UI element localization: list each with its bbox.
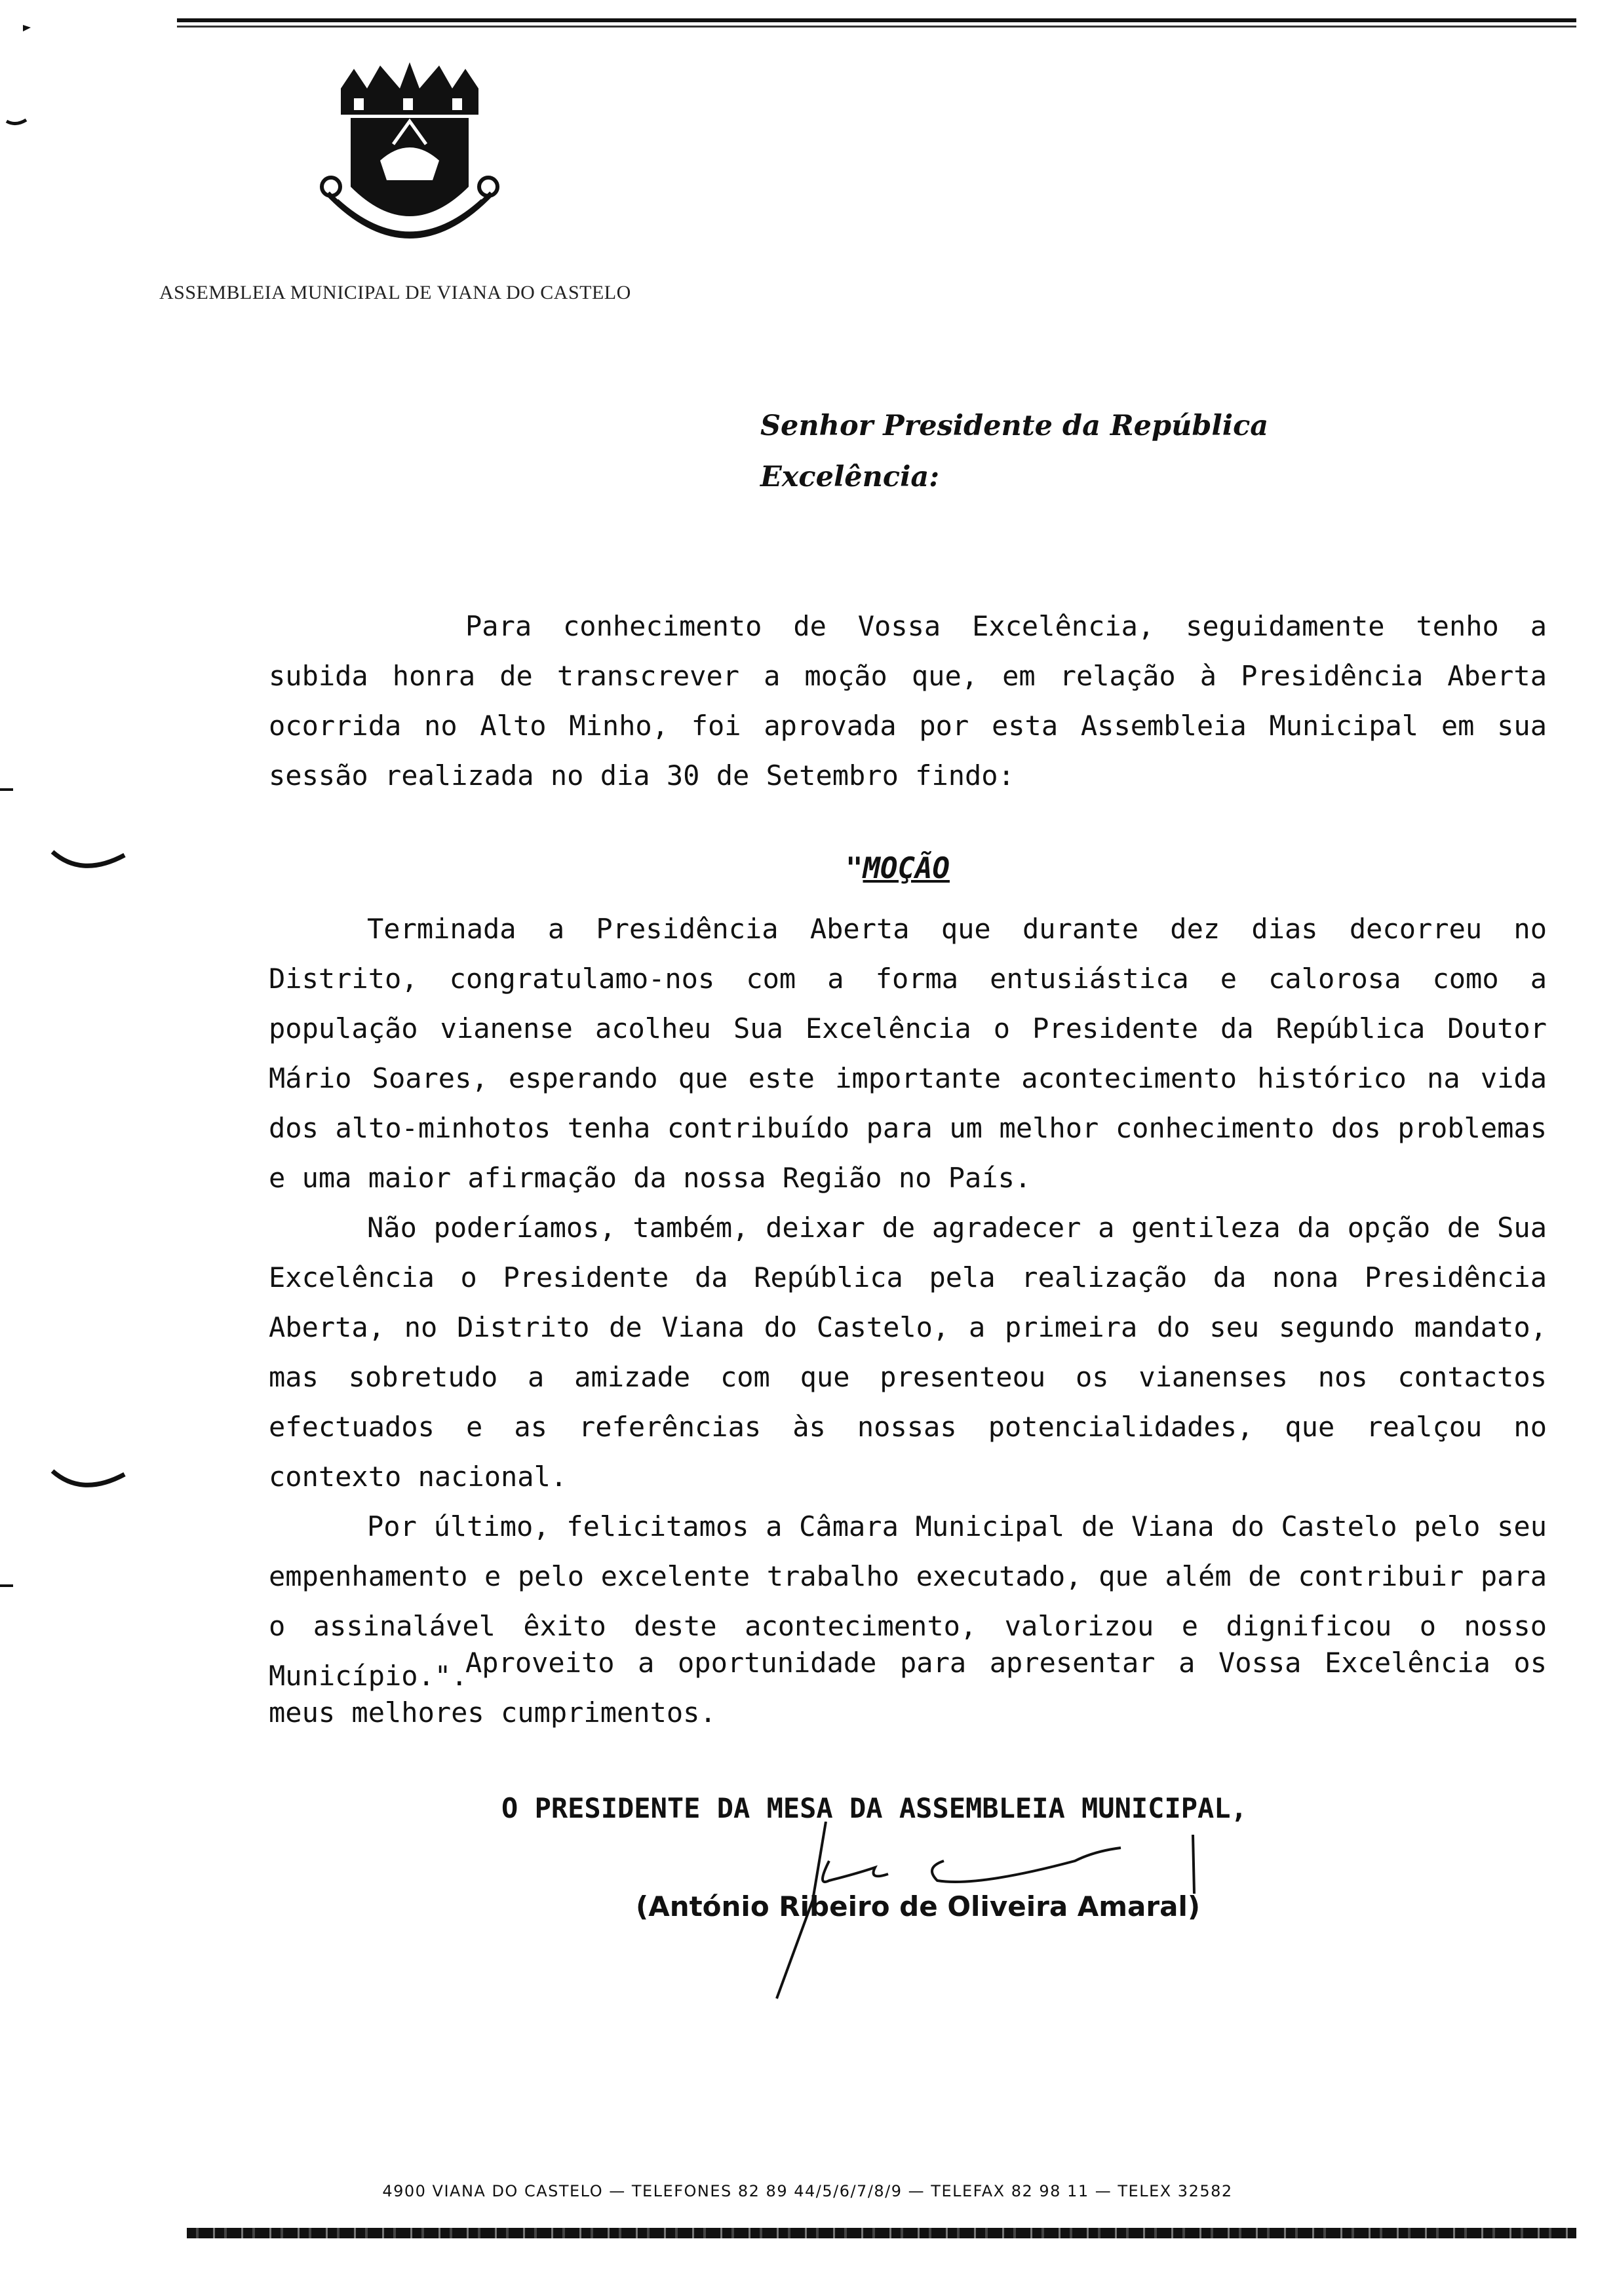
motion-title: MOÇÃO	[863, 852, 950, 885]
crest-emblem-icon	[315, 62, 505, 265]
signatory-name: (António Ribeiro de Oliveira Amaral)	[636, 1890, 1201, 1923]
intro-paragraph	[269, 602, 1547, 801]
intro-text: Para conhecimento de Vossa Excelência, seguidamente tenho a subida honra de transcrever a moção que, em relação à Presidência Aberta ocorrida no Alto Minho, foi aprovada por esta Assembleia Municipal em sua sessão realizada no dia 30 de Setembro findo:	[269, 610, 1547, 792]
closing-paragraph	[269, 1638, 1547, 1738]
bottom-rule	[187, 2228, 1576, 2238]
municipal-crest	[315, 62, 505, 265]
motion-quote-mark: "	[846, 852, 863, 885]
motion-heading	[846, 852, 950, 885]
signatory-title: O PRESIDENTE DA MESA DA ASSEMBLEIA MUNICIPAL,	[501, 1792, 1247, 1824]
letterhead-footer: 4900 VIANA DO CASTELO — TELEFONES 82 89 44/5/6/7/8/9 — TELEFAX 82 98 11 — TELEX 32582	[382, 2182, 1233, 2200]
top-rule	[177, 18, 1576, 28]
institution-name: ASSEMBLEIA MUNICIPAL DE VIANA DO CASTELO	[159, 282, 631, 303]
motion-paragraph: Terminada a Presidência Aberta que durante dez dias decorreu no Distrito, congratulamo-nos com a forma entusiástica e calorosa como a população vianense acolheu Sua Excelência o Presidente da República Doutor Mário Soares, esperando que este importante acontecimento histórico na vida dos alto-minhotos tenha contribuído para um melhor conhecimento dos problemas e uma maior afirmação da nossa Região no País.	[269, 913, 1547, 1194]
motion-paragraph: Não poderíamos, também, deixar de agradecer a gentileza da opção de Sua Excelência o Presidente da República pela realização da nona Presidência Aberta, no Distrito de Viana do Castelo, a primeira do seu segundo mandato, mas sobretudo a amizade com que presenteou os vianenses nos contactos efectuados e as referências às nossas potencialidades, que realçou no contexto nacional.	[269, 1212, 1547, 1493]
scan-margin-marks	[0, 0, 131, 2296]
motion-body	[269, 904, 1547, 1701]
closing-text: Aproveito a oportunidade para apresentar a Vossa Excelência os meus melhores cumprimentos.	[269, 1647, 1547, 1729]
salutation-line2: Excelência:	[760, 461, 940, 493]
salutation-line1: Senhor Presidente da República	[760, 410, 1269, 442]
motion-paragraph: Por último, felicitamos a Câmara Municipal de Viana do Castelo pelo seu empenhamento e pelo excelente trabalho executado, que além de contribuir para o assinalável êxito deste acontecimento, valorizou e dignificou o nosso Município.".	[269, 1510, 1547, 1692]
